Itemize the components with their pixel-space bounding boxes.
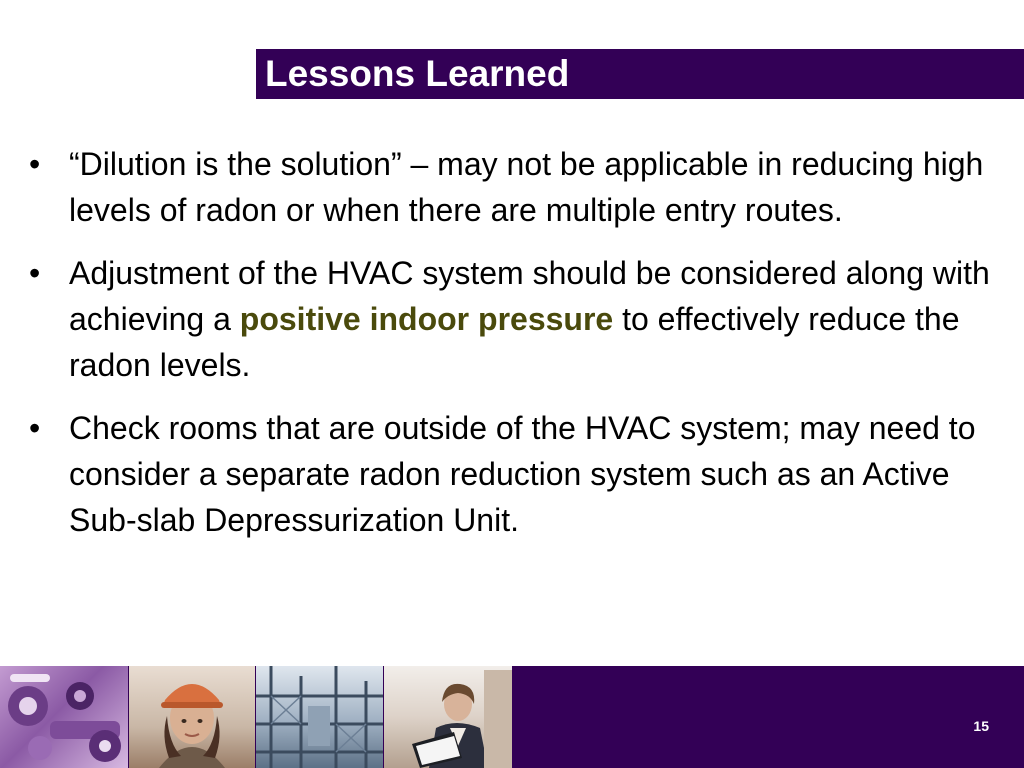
worker-hardhat-photo [129,666,255,768]
slide-title: Lessons Learned [265,53,570,94]
businesswoman-photo [384,666,512,768]
bullet-item [24,405,1009,543]
title-bar [256,49,1024,99]
page-number: 15 [973,718,989,734]
bullet-marker: • [29,255,41,291]
bullet-list [24,141,1009,560]
bullet-text-tail: to effectively reduce the radon levels. [69,301,960,383]
bullet-marker: • [29,410,41,446]
bullet-item [24,250,1009,388]
bullet-text: Check rooms that are outside of the HVAC system; may need to consider a separate radon reduction system such as an Active Sub-slab Depressurization Unit. [69,410,976,538]
bullet-text: “Dilution is the solution” – may not be applicable in reducing high levels of radon or when there are multiple entry routes. [69,146,984,228]
highlighted-phrase: positive indoor pressure [239,301,614,337]
machinery-parts-photo [0,666,128,768]
industrial-plant-photo [256,666,383,768]
bullet-text: Adjustment of the HVAC system should be considered along with achieving a [69,255,990,337]
bullet-marker: • [29,146,41,182]
footer-bar [0,666,1024,768]
bullet-item [24,141,1009,233]
